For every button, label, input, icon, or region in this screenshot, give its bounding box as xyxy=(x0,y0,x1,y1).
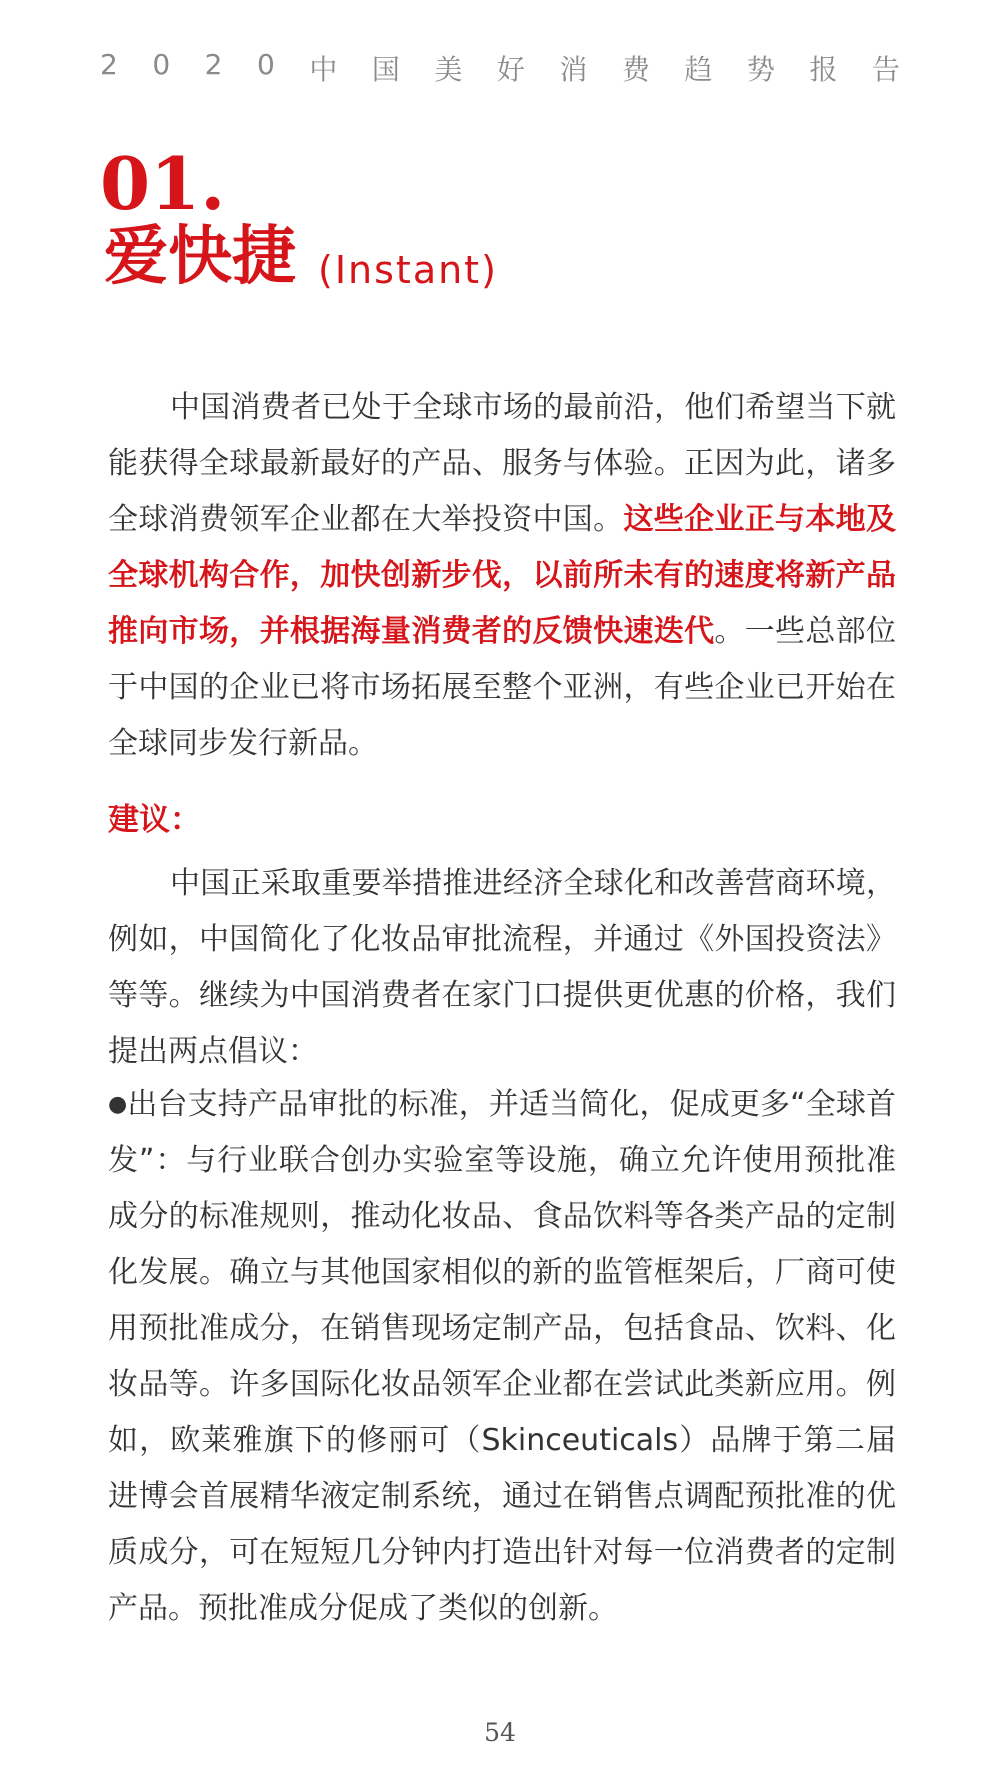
bullet-text: 出台支持产品审批的标准，并适当简化，促成更多“全球首发”：与行业联合创办实验室等设施，确立允许使用预批准成分的标准规则，推动化妆品、食品饮料等各类产品的定制化发展。确立与其他国家相似的新的监管框架后，厂商可使用预批准成分，在销售现场定制产品，包括食品、饮料、化妆品等。许多国际化妆品领军企业都在尝试此类新应用。例如，欧莱雅旗下的修丽可（Skinceuticals）品牌于第二届进博会首展精华液定制系统，通过在销售点调配预批准的优质成分，可在短短几分钟内打造出针对每一位消费者的定制产品。预批准成分促成了类似的创新。 xyxy=(108,1087,896,1626)
header-char: 报 xyxy=(809,53,838,86)
header-char: 2 xyxy=(204,48,223,81)
chapter-title: 爱快捷 xyxy=(104,219,296,294)
header-char: 国 xyxy=(371,53,400,86)
header-char: 趋 xyxy=(684,53,713,86)
page-number: 54 xyxy=(484,1718,516,1747)
advice-paragraph: 中国正采取重要举措推进经济全球化和改善营商环境，例如，中国简化了化妆品审批流程，并通过《外国投资法》等等。继续为中国消费者在家门口提供更优惠的价格，我们提出两点倡议： xyxy=(108,866,896,1069)
header-char: 0 xyxy=(256,48,275,81)
intro-text: 中国消费者已处于全球市场的最前沿，他们希望当下就能获得全球最新最好的产品、服务与体验。正因为此，诸多全球消费领军企业都在大举投资中国。 xyxy=(108,390,896,537)
header-char: 势 xyxy=(746,53,775,86)
header-char: 告 xyxy=(871,53,900,86)
advice-heading: 建议： xyxy=(108,802,201,838)
header-char: 中 xyxy=(309,53,338,86)
chapter-subtitle: (Instant) xyxy=(318,248,498,292)
header-char: 2 xyxy=(100,48,118,81)
chapter-number: 01. xyxy=(100,141,226,226)
bullet-icon: ● xyxy=(108,1092,128,1117)
header-char: 费 xyxy=(621,53,650,86)
header-char: 消 xyxy=(559,53,588,86)
intro-text-end: 。一些总部位于中国的企业已将市场拓展至整个亚洲，有些企业已开始在全球同步发行新品。 xyxy=(108,614,897,761)
report-header xyxy=(100,48,900,88)
header-char: 0 xyxy=(152,48,171,81)
bullet-paragraph xyxy=(108,1077,896,1637)
header-char: 美 xyxy=(434,53,463,86)
intro-highlight: 这些企业正与本地及全球机构合作，加快创新步伐，以前所未有的速度将新产品推向市场，并根据海量消费者的反馈快速迭代 xyxy=(108,502,897,649)
header-char: 好 xyxy=(496,53,525,86)
intro-paragraph xyxy=(108,380,896,772)
